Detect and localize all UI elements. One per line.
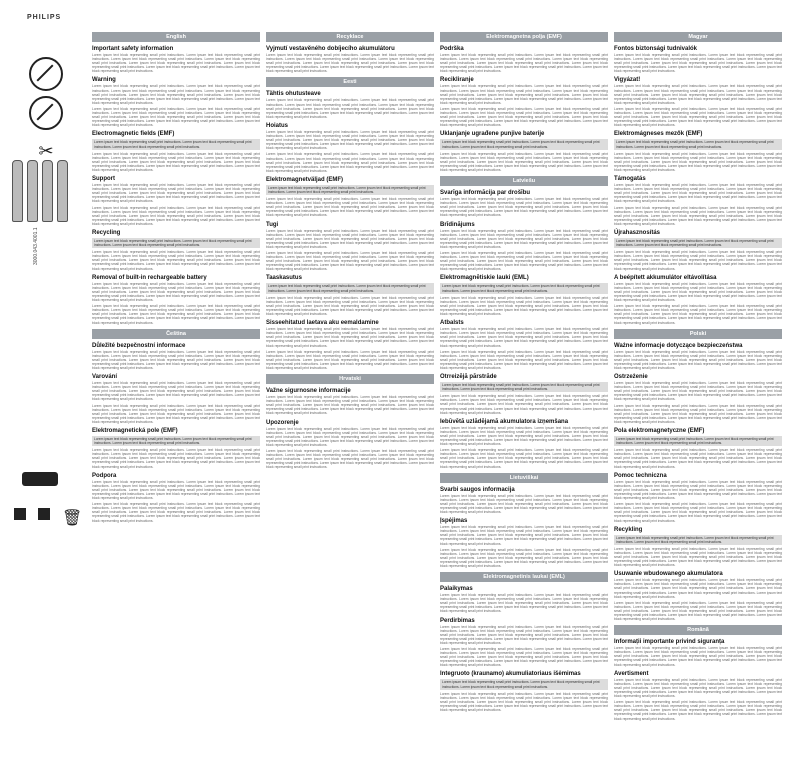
subsection-title: Brīdinājums (440, 221, 475, 228)
section-title: Informații importante privind siguranța (614, 639, 725, 646)
body-text: Lorem ipsum text block representing small print instructions. Lorem ipsum text block representing small print instructions. Lorem ipsum text block representing small print instructions. Lorem ipsum text block representing small print instructions. Lorem ipsum text block representing small print instructions. Lorem ipsum text block representing small print instructions. Lorem ipsum text block representing small print instructions. Lorem ipsum text block representing small print instructions. (266, 251, 434, 272)
body-text: Lorem ipsum text block representing small print instructions. Lorem ipsum text block representing small print instructions. Lorem ipsum text block representing small print instructions. (266, 185, 434, 195)
body-text: Lorem ipsum text block representing small print instructions. Lorem ipsum text block representing small print instructions. Lorem ipsum text block representing small print instructions. (440, 283, 608, 293)
body-text: Lorem ipsum text block representing small print instructions. Lorem ipsum text block representing small print instructions. Lorem ipsum text block representing small print instructions. (614, 238, 782, 248)
body-text: Lorem ipsum text block representing small print instructions. Lorem ipsum text block representing small print instructions. Lorem ipsum text block representing small print instructions. Lorem ipsum text block representing small print instructions. Lorem ipsum text block representing small print instructions. Lorem ipsum text block representing small print instructions. Lorem ipsum text block representing small print instructions. Lorem ipsum text block representing small print instructions. (92, 448, 260, 469)
section-title: Fontos biztonsági tudnivalók (614, 46, 697, 52)
body-text: Lorem ipsum text block representing small print instructions. Lorem ipsum text block representing small print instructions. Lorem ipsum text block representing small print instructions. Lorem ipsum text block representing small print instructions. Lorem ipsum text block representing small print instructions. Lorem ipsum text block representing small print instructions. Lorem ipsum text block representing small print instructions. Lorem ipsum text block representing small print instructions. (92, 106, 260, 128)
body-text: Lorem ipsum text block representing small print instructions. Lorem ipsum text block representing small print instructions. Lorem ipsum text block representing small print instructions. (440, 139, 608, 149)
square-icon (14, 508, 26, 520)
body-text: Lorem ipsum text block representing small print instructions. Lorem ipsum text block representing small print instructions. Lorem ipsum text block representing small print instructions. Lorem ipsum text block representing small print instructions. Lorem ipsum text block representing small print instructions. Lorem ipsum text block representing small print instructions. Lorem ipsum text block representing small print instructions. Lorem ipsum text block representing small print instructions. (440, 624, 608, 645)
device-image (12, 160, 23, 222)
device-image (42, 160, 53, 222)
language-header: Elektromagnetinis laukai (EML) (440, 572, 608, 582)
body-text: Lorem ipsum text block representing small print instructions. Lorem ipsum text block representing small print instructions. Lorem ipsum text block representing small print instructions. Lorem ipsum text block representing small print instructions. Lorem ipsum text block representing small print instructions. Lorem ipsum text block representing small print instructions. Lorem ipsum text block representing small print instructions. Lorem ipsum text block representing small print instructions. (614, 448, 782, 469)
subsection-title: Pomoc techniczna (614, 472, 667, 479)
subsection-title: Elektromagnetväljad (EMF) (266, 176, 344, 183)
body-text: Lorem ipsum text block representing small print instructions. Lorem ipsum text block representing small print instructions. Lorem ipsum text block representing small print instructions. Lorem ipsum text block representing small print instructions. Lorem ipsum text block representing small print instructions. Lorem ipsum text block representing small print instructions. Lorem ipsum text block representing small print instructions. Lorem ipsum text block representing small print instructions. (266, 152, 434, 173)
shaver-icon: ✂ (38, 140, 54, 161)
body-text: Lorem ipsum text block representing small print instructions. Lorem ipsum text block representing small print instructions. Lorem ipsum text block representing small print instructions. Lorem ipsum text block representing small print instructions. Lorem ipsum text block representing small print instructions. Lorem ipsum text block representing small print instructions. Lorem ipsum text block representing small print instructions. Lorem ipsum text block representing small print instructions. (614, 403, 782, 424)
body-text: Lorem ipsum text block representing small print instructions. Lorem ipsum text block representing small print instructions. Lorem ipsum text block representing small print instructions. Lorem ipsum text block representing small print instructions. Lorem ipsum text block representing small print instructions. Lorem ipsum text block representing small print instructions. Lorem ipsum text block representing small print instructions. Lorem ipsum text block representing small print instructions. (614, 600, 782, 622)
body-text: Lorem ipsum text block representing small print instructions. Lorem ipsum text block representing small print instructions. Lorem ipsum text block representing small print instructions. Lorem ipsum text block representing small print instructions. Lorem ipsum text block representing small print instructions. Lorem ipsum text block representing small print instructions. Lorem ipsum text block representing small print instructions. Lorem ipsum text block representing small print instructions. (440, 691, 608, 713)
body-text: Lorem ipsum text block representing small print instructions. Lorem ipsum text block representing small print instructions. Lorem ipsum text block representing small print instructions. Lorem ipsum text block representing small print instructions. Lorem ipsum text block representing small print instructions. Lorem ipsum text block representing small print instructions. Lorem ipsum text block representing small print instructions. Lorem ipsum text block representing small print instructions. (266, 129, 434, 151)
subsection-title: Perdirbimas (440, 617, 475, 624)
body-text: Lorem ipsum text block representing small print instructions. Lorem ipsum text block representing small print instructions. Lorem ipsum text block representing small print instructions. Lorem ipsum text block representing small print instructions. Lorem ipsum text block representing small print instructions. Lorem ipsum text block representing small print instructions. Lorem ipsum text block representing small print instructions. Lorem ipsum text block representing small print instructions. (266, 228, 434, 249)
body-text: Lorem ipsum text block representing small print instructions. Lorem ipsum text block representing small print instructions. Lorem ipsum text block representing small print instructions. Lorem ipsum text block representing small print instructions. Lorem ipsum text block representing small print instructions. Lorem ipsum text block representing small print instructions. Lorem ipsum text block representing small print instructions. Lorem ipsum text block representing small print instructions. (440, 53, 608, 74)
language-header: Hrvatski (266, 374, 434, 384)
section-title: Důležité bezpečnostní informace (92, 342, 186, 349)
square-icon (38, 508, 50, 520)
body-text: Lorem ipsum text block representing small print instructions. Lorem ipsum text block representing small print instructions. Lorem ipsum text block representing small print instructions. Lorem ipsum text block representing small print instructions. Lorem ipsum text block representing small print instructions. Lorem ipsum text block representing small print instructions. Lorem ipsum text block representing small print instructions. Lorem ipsum text block representing small print instructions. (440, 295, 608, 317)
subsection-title: Sisseehitatud laetava aku eemaldamine (266, 320, 379, 327)
section-title: Palaikymas (440, 586, 473, 593)
body-text: Lorem ipsum text block representing small print instructions. Lorem ipsum text block representing small print instructions. Lorem ipsum text block representing small print instructions. Lorem ipsum text block representing small print instructions. Lorem ipsum text block representing small print instructions. Lorem ipsum text block representing small print instructions. Lorem ipsum text block representing small print instructions. Lorem ipsum text block representing small print instructions. (614, 546, 782, 568)
body-text: Lorem ipsum text block representing small print instructions. Lorem ipsum text block representing small print instructions. Lorem ipsum text block representing small print instructions. Lorem ipsum text block representing small print instructions. Lorem ipsum text block representing small print instructions. Lorem ipsum text block representing small print instructions. Lorem ipsum text block representing small print instructions. Lorem ipsum text block representing small print instructions. (266, 449, 434, 470)
subsection-title: Ostrzeżenie (614, 374, 648, 381)
section-title: Ważne informacje dotyczące bezpieczeństwa (614, 342, 743, 349)
subsection-title: Upozorenje (266, 419, 299, 426)
language-header: Latviešu (440, 176, 608, 186)
subsection-title: Podpora (92, 472, 117, 479)
body-text: Lorem ipsum text block representing small print instructions. Lorem ipsum text block representing small print instructions. Lorem ipsum text block representing small print instructions. Lorem ipsum text block representing small print instructions. Lorem ipsum text block representing small print instructions. Lorem ipsum text block representing small print instructions. Lorem ipsum text block representing small print instructions. Lorem ipsum text block representing small print instructions. (614, 106, 782, 128)
subsection-title: Recikliranje (440, 77, 474, 84)
body-text: Lorem ipsum text block representing small print instructions. Lorem ipsum text block representing small print instructions. Lorem ipsum text block representing small print instructions. Lorem ipsum text block representing small print instructions. Lorem ipsum text block representing small print instructions. Lorem ipsum text block representing small print instructions. Lorem ipsum text block representing small print instructions. Lorem ipsum text block representing small print instructions. (440, 394, 608, 415)
body-text: Lorem ipsum text block representing small print instructions. Lorem ipsum text block representing small print instructions. Lorem ipsum text block representing small print instructions. Lorem ipsum text block representing small print instructions. Lorem ipsum text block representing small print instructions. Lorem ipsum text block representing small print instructions. Lorem ipsum text block representing small print instructions. Lorem ipsum text block representing small print instructions. (440, 525, 608, 546)
leaflet-column (614, 28, 782, 756)
body-text: Lorem ipsum text block representing small print instructions. Lorem ipsum text block representing small print instructions. Lorem ipsum text block representing small print instructions. Lorem ipsum text block representing small print instructions. Lorem ipsum text block representing small print instructions. Lorem ipsum text block representing small print instructions. Lorem ipsum text block representing small print instructions. Lorem ipsum text block representing small print instructions. (614, 349, 782, 370)
leaflet-columns (92, 28, 782, 756)
body-text: Lorem ipsum text block representing small print instructions. Lorem ipsum text block representing small print instructions. Lorem ipsum text block representing small print instructions. Lorem ipsum text block representing small print instructions. Lorem ipsum text block representing small print instructions. Lorem ipsum text block representing small print instructions. Lorem ipsum text block representing small print instructions. Lorem ipsum text block representing small print instructions. (92, 479, 260, 501)
subsection-title: Integruoto (kraunamo) akumuliatoriaus išėmimas (440, 671, 581, 678)
body-text: Lorem ipsum text block representing small print instructions. Lorem ipsum text block representing small print instructions. Lorem ipsum text block representing small print instructions. (440, 679, 608, 689)
body-text: Lorem ipsum text block representing small print instructions. Lorem ipsum text block representing small print instructions. Lorem ipsum text block representing small print instructions. (614, 436, 782, 446)
device-image (57, 160, 68, 222)
body-text: Lorem ipsum text block representing small print instructions. Lorem ipsum text block representing small print instructions. Lorem ipsum text block representing small print instructions. Lorem ipsum text block representing small print instructions. Lorem ipsum text block representing small print instructions. Lorem ipsum text block representing small print instructions. Lorem ipsum text block representing small print instructions. Lorem ipsum text block representing small print instructions. (440, 151, 608, 172)
body-text: Lorem ipsum text block representing small print instructions. Lorem ipsum text block representing small print instructions. Lorem ipsum text block representing small print instructions. Lorem ipsum text block representing small print instructions. Lorem ipsum text block representing small print instructions. Lorem ipsum text block representing small print instructions. Lorem ipsum text block representing small print instructions. Lorem ipsum text block representing small print instructions. (614, 84, 782, 105)
body-text: Lorem ipsum text block representing small print instructions. Lorem ipsum text block representing small print instructions. Lorem ipsum text block representing small print instructions. Lorem ipsum text block representing small print instructions. Lorem ipsum text block representing small print instructions. Lorem ipsum text block representing small print instructions. Lorem ipsum text block representing small print instructions. Lorem ipsum text block representing small print instructions. (614, 578, 782, 599)
section-title: Svarbi saugos informacija (440, 486, 515, 493)
subsection-title: Tugi (266, 221, 279, 228)
body-text: Lorem ipsum text block representing small print instructions. Lorem ipsum text block representing small print instructions. Lorem ipsum text block representing small print instructions. Lorem ipsum text block representing small print instructions. Lorem ipsum text block representing small print instructions. Lorem ipsum text block representing small print instructions. Lorem ipsum text block representing small print instructions. Lorem ipsum text block representing small print instructions. (440, 647, 608, 668)
body-text: Lorem ipsum text block representing small print instructions. Lorem ipsum text block representing small print instructions. Lorem ipsum text block representing small print instructions. Lorem ipsum text block representing small print instructions. Lorem ipsum text block representing small print instructions. Lorem ipsum text block representing small print instructions. Lorem ipsum text block representing small print instructions. Lorem ipsum text block representing small print instructions. (266, 426, 434, 447)
leaflet-column (266, 28, 434, 756)
body-text: Lorem ipsum text block representing small print instructions. Lorem ipsum text block representing small print instructions. Lorem ipsum text block representing small print instructions. Lorem ipsum text block representing small print instructions. Lorem ipsum text block representing small print instructions. Lorem ipsum text block representing small print instructions. Lorem ipsum text block representing small print instructions. Lorem ipsum text block representing small print instructions. (266, 295, 434, 317)
subsection-title: Hoiatus (266, 122, 289, 129)
subsection-title: Elektromagnetická pole (EMF) (92, 428, 178, 434)
subsection-title: Elektromágneses mezők (EMF) (614, 131, 703, 138)
subsection-title: Avertisment (614, 670, 649, 677)
body-text: Lorem ipsum text block representing small print instructions. Lorem ipsum text block representing small print instructions. Lorem ipsum text block representing small print instructions. Lorem ipsum text block representing small print instructions. Lorem ipsum text block representing small print instructions. Lorem ipsum text block representing small print instructions. Lorem ipsum text block representing small print instructions. Lorem ipsum text block representing small print instructions. (614, 646, 782, 667)
body-text: Lorem ipsum text block representing small print instructions. Lorem ipsum text block representing small print instructions. Lorem ipsum text block representing small print instructions. (614, 139, 782, 149)
subsection-title: Újrahasznosítás (614, 230, 661, 236)
body-text: Lorem ipsum text block representing small print instructions. Lorem ipsum text block representing small print instructions. Lorem ipsum text block representing small print instructions. Lorem ipsum text block representing small print instructions. Lorem ipsum text block representing small print instructions. Lorem ipsum text block representing small print instructions. Lorem ipsum text block representing small print instructions. Lorem ipsum text block representing small print instructions. (92, 84, 260, 105)
subsection-title: Recykling (614, 526, 643, 533)
body-text: Lorem ipsum text block representing small print instructions. Lorem ipsum text block representing small print instructions. Lorem ipsum text block representing small print instructions. Lorem ipsum text block representing small print instructions. Lorem ipsum text block representing small print instructions. Lorem ipsum text block representing small print instructions. Lorem ipsum text block representing small print instructions. Lorem ipsum text block representing small print instructions. (92, 250, 260, 271)
body-text: Lorem ipsum text block representing small print instructions. Lorem ipsum text block representing small print instructions. Lorem ipsum text block representing small print instructions. Lorem ipsum text block representing small print instructions. Lorem ipsum text block representing small print instructions. Lorem ipsum text block representing small print instructions. Lorem ipsum text block representing small print instructions. Lorem ipsum text block representing small print instructions. (440, 84, 608, 105)
subsection-title: Iebūvētā uzlādējamā akumulatora izņemšana (440, 418, 569, 425)
body-text: Lorem ipsum text block representing small print instructions. Lorem ipsum text block representing small print instructions. Lorem ipsum text block representing small print instructions. Lorem ipsum text block representing small print instructions. Lorem ipsum text block representing small print instructions. Lorem ipsum text block representing small print instructions. Lorem ipsum text block representing small print instructions. Lorem ipsum text block representing small print instructions. (614, 281, 782, 303)
subsection-title: Uklanjanje ugrađene punjive baterije (440, 131, 545, 138)
body-text: Lorem ipsum text block representing small print instructions. Lorem ipsum text block representing small print instructions. Lorem ipsum text block representing small print instructions. Lorem ipsum text block representing small print instructions. Lorem ipsum text block representing small print instructions. Lorem ipsum text block representing small print instructions. Lorem ipsum text block representing small print instructions. Lorem ipsum text block representing small print instructions. (440, 593, 608, 614)
subsection-title: Removal of built-in rechargeable battery (92, 274, 207, 281)
body-text: Lorem ipsum text block representing small print instructions. Lorem ipsum text block representing small print instructions. Lorem ipsum text block representing small print instructions. Lorem ipsum text block representing small print instructions. Lorem ipsum text block representing small print instructions. Lorem ipsum text block representing small print instructions. Lorem ipsum text block representing small print instructions. Lorem ipsum text block representing small print instructions. (614, 700, 782, 721)
body-text: Lorem ipsum text block representing small print instructions. Lorem ipsum text block representing small print instructions. Lorem ipsum text block representing small print instructions. Lorem ipsum text block representing small print instructions. Lorem ipsum text block representing small print instructions. Lorem ipsum text block representing small print instructions. Lorem ipsum text block representing small print instructions. Lorem ipsum text block representing small print instructions. (614, 677, 782, 699)
subsection-title: Atbalsts (440, 320, 464, 327)
body-text: Lorem ipsum text block representing small print instructions. Lorem ipsum text block representing small print instructions. Lorem ipsum text block representing small print instructions. Lorem ipsum text block representing small print instructions. Lorem ipsum text block representing small print instructions. Lorem ipsum text block representing small print instructions. Lorem ipsum text block representing small print instructions. Lorem ipsum text block representing small print instructions. (614, 502, 782, 523)
body-text: Lorem ipsum text block representing small print instructions. Lorem ipsum text block representing small print instructions. Lorem ipsum text block representing small print instructions. Lorem ipsum text block representing small print instructions. Lorem ipsum text block representing small print instructions. Lorem ipsum text block representing small print instructions. Lorem ipsum text block representing small print instructions. Lorem ipsum text block representing small print instructions. (92, 502, 260, 523)
language-header: Recyklace (266, 32, 434, 42)
body-text: Lorem ipsum text block representing small print instructions. Lorem ipsum text block representing small print instructions. Lorem ipsum text block representing small print instructions. Lorem ipsum text block representing small print instructions. Lorem ipsum text block representing small print instructions. Lorem ipsum text block representing small print instructions. Lorem ipsum text block representing small print instructions. Lorem ipsum text block representing small print instructions. (440, 448, 608, 469)
subsection-title: Elektromagnētiskie lauki (EML) (440, 275, 529, 282)
subsection-title: Pola elektromagnetyczne (EMF) (614, 428, 705, 434)
no-bath-icon (29, 96, 63, 130)
body-text: Lorem ipsum text block representing small print instructions. Lorem ipsum text block representing small print instructions. Lorem ipsum text block representing small print instructions. (614, 535, 782, 545)
body-text: Lorem ipsum text block representing small print instructions. Lorem ipsum text block representing small print instructions. Lorem ipsum text block representing small print instructions. (92, 436, 260, 446)
body-text: Lorem ipsum text block representing small print instructions. Lorem ipsum text block representing small print instructions. Lorem ipsum text block representing small print instructions. Lorem ipsum text block representing small print instructions. Lorem ipsum text block representing small print instructions. Lorem ipsum text block representing small print instructions. Lorem ipsum text block representing small print instructions. Lorem ipsum text block representing small print instructions. (92, 183, 260, 204)
subsection-title: Support (92, 176, 115, 183)
body-text: Lorem ipsum text block representing small print instructions. Lorem ipsum text block representing small print instructions. Lorem ipsum text block representing small print instructions. Lorem ipsum text block representing small print instructions. Lorem ipsum text block representing small print instructions. Lorem ipsum text block representing small print instructions. Lorem ipsum text block representing small print instructions. Lorem ipsum text block representing small print instructions. (440, 106, 608, 128)
body-text: Lorem ipsum text block representing small print instructions. Lorem ipsum text block representing small print instructions. Lorem ipsum text block representing small print instructions. Lorem ipsum text block representing small print instructions. Lorem ipsum text block representing small print instructions. Lorem ipsum text block representing small print instructions. Lorem ipsum text block representing small print instructions. Lorem ipsum text block representing small print instructions. (266, 327, 434, 348)
body-text: Lorem ipsum text block representing small print instructions. Lorem ipsum text block representing small print instructions. Lorem ipsum text block representing small print instructions. Lorem ipsum text block representing small print instructions. Lorem ipsum text block representing small print instructions. Lorem ipsum text block representing small print instructions. Lorem ipsum text block representing small print instructions. Lorem ipsum text block representing small print instructions. (614, 151, 782, 172)
body-text: Lorem ipsum text block representing small print instructions. Lorem ipsum text block representing small print instructions. Lorem ipsum text block representing small print instructions. Lorem ipsum text block representing small print instructions. Lorem ipsum text block representing small print instructions. Lorem ipsum text block representing small print instructions. Lorem ipsum text block representing small print instructions. Lorem ipsum text block representing small print instructions. (614, 205, 782, 226)
body-text: Lorem ipsum text block representing small print instructions. Lorem ipsum text block representing small print instructions. Lorem ipsum text block representing small print instructions. Lorem ipsum text block representing small print instructions. Lorem ipsum text block representing small print instructions. Lorem ipsum text block representing small print instructions. Lorem ipsum text block representing small print instructions. Lorem ipsum text block representing small print instructions. (614, 304, 782, 325)
document-code: 3000.043.4001.1 (33, 227, 39, 265)
subsection-title: Vigyázat! (614, 77, 641, 84)
body-text: Lorem ipsum text block representing small print instructions. Lorem ipsum text block representing small print instructions. Lorem ipsum text block representing small print instructions. Lorem ipsum text block representing small print instructions. Lorem ipsum text block representing small print instructions. Lorem ipsum text block representing small print instructions. Lorem ipsum text block representing small print instructions. Lorem ipsum text block representing small print instructions. (440, 493, 608, 515)
body-text: Lorem ipsum text block representing small print instructions. Lorem ipsum text block representing small print instructions. Lorem ipsum text block representing small print instructions. Lorem ipsum text block representing small print instructions. Lorem ipsum text block representing small print instructions. Lorem ipsum text block representing small print instructions. Lorem ipsum text block representing small print instructions. Lorem ipsum text block representing small print instructions. (614, 53, 782, 74)
body-text: Lorem ipsum text block representing small print instructions. Lorem ipsum text block representing small print instructions. Lorem ipsum text block representing small print instructions. Lorem ipsum text block representing small print instructions. Lorem ipsum text block representing small print instructions. Lorem ipsum text block representing small print instructions. Lorem ipsum text block representing small print instructions. Lorem ipsum text block representing small print instructions. (440, 349, 608, 370)
section-title: Podrška (440, 46, 464, 52)
language-header: Elektromagnetna polja (EMF) (440, 32, 608, 42)
body-text: Lorem ipsum text block representing small print instructions. Lorem ipsum text block representing small print instructions. Lorem ipsum text block representing small print instructions. (92, 139, 260, 149)
language-header: English (92, 32, 260, 42)
language-header: Magyar (614, 32, 782, 42)
body-text: Lorem ipsum text block representing small print instructions. Lorem ipsum text block representing small print instructions. Lorem ipsum text block representing small print instructions. Lorem ipsum text block representing small print instructions. Lorem ipsum text block representing small print instructions. Lorem ipsum text block representing small print instructions. Lorem ipsum text block representing small print instructions. Lorem ipsum text block representing small print instructions. (266, 349, 434, 370)
leaflet-column (92, 28, 260, 756)
body-text: Lorem ipsum text block representing small print instructions. Lorem ipsum text block representing small print instructions. Lorem ipsum text block representing small print instructions. Lorem ipsum text block representing small print instructions. Lorem ipsum text block representing small print instructions. Lorem ipsum text block representing small print instructions. Lorem ipsum text block representing small print instructions. Lorem ipsum text block representing small print instructions. (440, 228, 608, 249)
body-text: Lorem ipsum text block representing small print instructions. Lorem ipsum text block representing small print instructions. Lorem ipsum text block representing small print instructions. Lorem ipsum text block representing small print instructions. Lorem ipsum text block representing small print instructions. Lorem ipsum text block representing small print instructions. Lorem ipsum text block representing small print instructions. Lorem ipsum text block representing small print instructions. (92, 304, 260, 325)
subsection-title: Warning (92, 77, 116, 84)
language-header: Română (614, 625, 782, 635)
section-title: Tähtis ohutusteave (266, 91, 321, 98)
body-text: Lorem ipsum text block representing small print instructions. Lorem ipsum text block representing small print instructions. Lorem ipsum text block representing small print instructions. Lorem ipsum text block representing small print instructions. Lorem ipsum text block representing small print instructions. Lorem ipsum text block representing small print instructions. Lorem ipsum text block representing small print instructions. Lorem ipsum text block representing small print instructions. (92, 151, 260, 172)
body-text: Lorem ipsum text block representing small print instructions. Lorem ipsum text block representing small print instructions. Lorem ipsum text block representing small print instructions. Lorem ipsum text block representing small print instructions. Lorem ipsum text block representing small print instructions. Lorem ipsum text block representing small print instructions. Lorem ipsum text block representing small print instructions. Lorem ipsum text block representing small print instructions. (266, 197, 434, 218)
product-illustrations (12, 160, 68, 222)
trademark-logo (22, 472, 58, 486)
body-text: Lorem ipsum text block representing small print instructions. Lorem ipsum text block representing small print instructions. Lorem ipsum text block representing small print instructions. Lorem ipsum text block representing small print instructions. Lorem ipsum text block representing small print instructions. Lorem ipsum text block representing small print instructions. Lorem ipsum text block representing small print instructions. Lorem ipsum text block representing small print instructions. (92, 281, 260, 303)
body-text: Lorem ipsum text block representing small print instructions. Lorem ipsum text block representing small print instructions. Lorem ipsum text block representing small print instructions. Lorem ipsum text block representing small print instructions. Lorem ipsum text block representing small print instructions. Lorem ipsum text block representing small print instructions. Lorem ipsum text block representing small print instructions. Lorem ipsum text block representing small print instructions. (614, 479, 782, 501)
subsection-title: Electromagnetic fields (EMF) (92, 131, 175, 138)
body-text: Lorem ipsum text block representing small print instructions. Lorem ipsum text block representing small print instructions. Lorem ipsum text block representing small print instructions. Lorem ipsum text block representing small print instructions. Lorem ipsum text block representing small print instructions. Lorem ipsum text block representing small print instructions. Lorem ipsum text block representing small print instructions. Lorem ipsum text block representing small print instructions. (440, 251, 608, 272)
warning-icons (14, 52, 78, 172)
section-title: Svarīga informācija par drošību (440, 190, 531, 197)
subsection-title: Otrreizējā pārstrāde (440, 374, 497, 381)
body-text: Lorem ipsum text block representing small print instructions. Lorem ipsum text block representing small print instructions. Lorem ipsum text block representing small print instructions. Lorem ipsum text block representing small print instructions. Lorem ipsum text block representing small print instructions. Lorem ipsum text block representing small print instructions. Lorem ipsum text block representing small print instructions. Lorem ipsum text block representing small print instructions. (440, 425, 608, 447)
subsection-title: A beépített akkumulátor eltávolítása (614, 274, 717, 281)
subsection-title: Támogatás (614, 176, 646, 183)
brand-logo: PHILIPS (27, 14, 62, 21)
language-header: Čeština (92, 329, 260, 339)
body-text: Lorem ipsum text block representing small print instructions. Lorem ipsum text block representing small print instructions. Lorem ipsum text block representing small print instructions. Lorem ipsum text block representing small print instructions. Lorem ipsum text block representing small print instructions. Lorem ipsum text block representing small print instructions. Lorem ipsum text block representing small print instructions. Lorem ipsum text block representing small print instructions. (266, 53, 434, 74)
leaflet-column (440, 28, 608, 756)
language-header: Eesti (266, 77, 434, 87)
body-text: Lorem ipsum text block representing small print instructions. Lorem ipsum text block representing small print instructions. Lorem ipsum text block representing small print instructions. Lorem ipsum text block representing small print instructions. Lorem ipsum text block representing small print instructions. Lorem ipsum text block representing small print instructions. Lorem ipsum text block representing small print instructions. Lorem ipsum text block representing small print instructions. (614, 381, 782, 402)
body-text: Lorem ipsum text block representing small print instructions. Lorem ipsum text block representing small print instructions. Lorem ipsum text block representing small print instructions. Lorem ipsum text block representing small print instructions. Lorem ipsum text block representing small print instructions. Lorem ipsum text block representing small print instructions. Lorem ipsum text block representing small print instructions. Lorem ipsum text block representing small print instructions. (92, 349, 260, 370)
body-text: Lorem ipsum text block representing small print instructions. Lorem ipsum text block representing small print instructions. Lorem ipsum text block representing small print instructions. (440, 382, 608, 392)
subsection-title: Taaskasutus (266, 275, 302, 282)
recycle-bin-icon: 🗑 (62, 510, 83, 527)
body-text: Lorem ipsum text block representing small print instructions. Lorem ipsum text block representing small print instructions. Lorem ipsum text block representing small print instructions. Lorem ipsum text block representing small print instructions. Lorem ipsum text block representing small print instructions. Lorem ipsum text block representing small print instructions. Lorem ipsum text block representing small print instructions. Lorem ipsum text block representing small print instructions. (614, 250, 782, 271)
section-title: Vyjmutí vestavěného dobíjecího akumulátoru (266, 46, 395, 52)
body-text: Lorem ipsum text block representing small print instructions. Lorem ipsum text block representing small print instructions. Lorem ipsum text block representing small print instructions. Lorem ipsum text block representing small print instructions. Lorem ipsum text block representing small print instructions. Lorem ipsum text block representing small print instructions. Lorem ipsum text block representing small print instructions. Lorem ipsum text block representing small print instructions. (92, 53, 260, 74)
body-text: Lorem ipsum text block representing small print instructions. Lorem ipsum text block representing small print instructions. Lorem ipsum text block representing small print instructions. (266, 283, 434, 293)
language-header: Lietuviškai (440, 473, 608, 483)
body-text: Lorem ipsum text block representing small print instructions. Lorem ipsum text block representing small print instructions. Lorem ipsum text block representing small print instructions. Lorem ipsum text block representing small print instructions. Lorem ipsum text block representing small print instructions. Lorem ipsum text block representing small print instructions. Lorem ipsum text block representing small print instructions. Lorem ipsum text block representing small print instructions. (440, 547, 608, 568)
body-text: Lorem ipsum text block representing small print instructions. Lorem ipsum text block representing small print instructions. Lorem ipsum text block representing small print instructions. Lorem ipsum text block representing small print instructions. Lorem ipsum text block representing small print instructions. Lorem ipsum text block representing small print instructions. Lorem ipsum text block representing small print instructions. Lorem ipsum text block representing small print instructions. (92, 403, 260, 424)
section-title: Važne sigurnosne informacije (266, 388, 351, 395)
section-title: Important safety information (92, 46, 174, 52)
body-text: Lorem ipsum text block representing small print instructions. Lorem ipsum text block representing small print instructions. Lorem ipsum text block representing small print instructions. Lorem ipsum text block representing small print instructions. Lorem ipsum text block representing small print instructions. Lorem ipsum text block representing small print instructions. Lorem ipsum text block representing small print instructions. Lorem ipsum text block representing small print instructions. (92, 381, 260, 402)
disposal-icons (14, 508, 82, 528)
body-text: Lorem ipsum text block representing small print instructions. Lorem ipsum text block representing small print instructions. Lorem ipsum text block representing small print instructions. (92, 238, 260, 248)
body-text: Lorem ipsum text block representing small print instructions. Lorem ipsum text block representing small print instructions. Lorem ipsum text block representing small print instructions. Lorem ipsum text block representing small print instructions. Lorem ipsum text block representing small print instructions. Lorem ipsum text block representing small print instructions. Lorem ipsum text block representing small print instructions. Lorem ipsum text block representing small print instructions. (440, 327, 608, 348)
body-text: Lorem ipsum text block representing small print instructions. Lorem ipsum text block representing small print instructions. Lorem ipsum text block representing small print instructions. Lorem ipsum text block representing small print instructions. Lorem ipsum text block representing small print instructions. Lorem ipsum text block representing small print instructions. Lorem ipsum text block representing small print instructions. Lorem ipsum text block representing small print instructions. (266, 395, 434, 416)
no-water-icon (29, 57, 63, 91)
device-image (27, 160, 38, 222)
body-text: Lorem ipsum text block representing small print instructions. Lorem ipsum text block representing small print instructions. Lorem ipsum text block representing small print instructions. Lorem ipsum text block representing small print instructions. Lorem ipsum text block representing small print instructions. Lorem ipsum text block representing small print instructions. Lorem ipsum text block representing small print instructions. Lorem ipsum text block representing small print instructions. (614, 183, 782, 204)
body-text: Lorem ipsum text block representing small print instructions. Lorem ipsum text block representing small print instructions. Lorem ipsum text block representing small print instructions. Lorem ipsum text block representing small print instructions. Lorem ipsum text block representing small print instructions. Lorem ipsum text block representing small print instructions. Lorem ipsum text block representing small print instructions. Lorem ipsum text block representing small print instructions. (266, 98, 434, 119)
body-text: Lorem ipsum text block representing small print instructions. Lorem ipsum text block representing small print instructions. Lorem ipsum text block representing small print instructions. Lorem ipsum text block representing small print instructions. Lorem ipsum text block representing small print instructions. Lorem ipsum text block representing small print instructions. Lorem ipsum text block representing small print instructions. Lorem ipsum text block representing small print instructions. (440, 197, 608, 218)
subsection-title: Varování (92, 374, 118, 381)
body-text: Lorem ipsum text block representing small print instructions. Lorem ipsum text block representing small print instructions. Lorem ipsum text block representing small print instructions. Lorem ipsum text block representing small print instructions. Lorem ipsum text block representing small print instructions. Lorem ipsum text block representing small print instructions. Lorem ipsum text block representing small print instructions. Lorem ipsum text block representing small print instructions. (92, 205, 260, 226)
language-header: Polski (614, 329, 782, 339)
subsection-title: Usuwanie wbudowanego akumulatora (614, 571, 723, 578)
subsection-title: Įspėjimas (440, 518, 468, 525)
subsection-title: Recycling (92, 230, 121, 236)
